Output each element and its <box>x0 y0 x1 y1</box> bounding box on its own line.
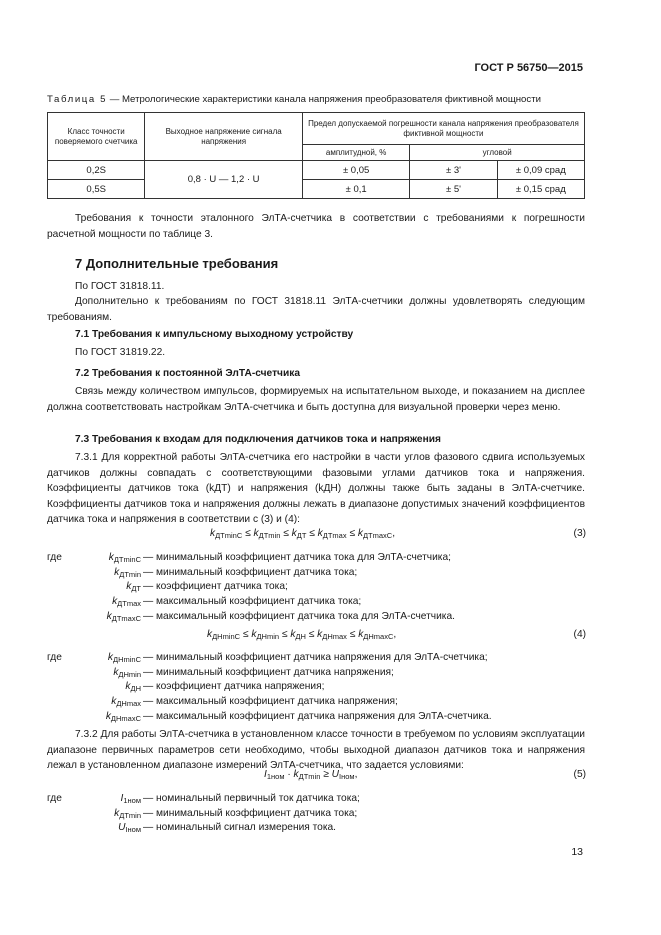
cell-angle-deg: ± 3' <box>410 161 497 180</box>
section-7-2-text: Связь между количеством импульсов, формируемых на испытательном выходе, и показанием на дисплее должна соответствовать настройкам ЭлТА-счетчика и быть доступна для визуальной проверки через меню. <box>47 386 585 413</box>
cell-voltage-range <box>145 161 303 199</box>
cell-amp: ± 0,1 <box>302 180 409 199</box>
standard-number: ГОСТ Р 56750—2015 <box>474 62 583 74</box>
table-caption-label: Таблица 5 <box>47 94 108 105</box>
voltage-range: 0,8 · U — 1,2 · U <box>187 174 260 185</box>
cell-class: 0,2S <box>48 161 145 180</box>
section-7-3-title: 7.3 Требования к входам для подключения датчиков тока и напряжения <box>75 434 441 445</box>
accuracy-paragraph: Требования к точности эталонного ЭлТА-счетчика в соответствии с требованиями к погрешности расчетной мощности по таблице 3. <box>47 213 585 240</box>
header-accuracy-class: Класс точности поверяемого счетчика <box>48 113 145 161</box>
section-7-3-2-text: 7.3.2 Для работы ЭлТА-счетчика в установленном классе точности в требуемом по условиям эксплуатации диапазоне первичных параметров сети необходимо, чтобы выходной диапазон датчиков тока и напряжения лежал в установленном диапазоне измерений ЭлТА-счетчика, что задается условиями: <box>47 729 585 772</box>
header-error-limits: Предел допускаемой погрешности канала напряжения преобразователя фиктивной мощности <box>302 113 584 145</box>
page-number: 13 <box>571 846 583 858</box>
where-label: где <box>47 793 62 804</box>
cell-angle-rad: ± 0,09 срад <box>497 161 584 180</box>
formula-3: $k_{ДТminC} \le k_{ДТmin} \le k_{ДТ} \le k_{ДТmax} \le k_{ДТmaxC}$, <box>210 528 396 540</box>
equation-number-5: (5) <box>573 769 586 780</box>
cell-amp: ± 0,05 <box>302 161 409 180</box>
table-caption-text: — Метрологические характеристики канала напряжения преобразователя фиктивной мощности <box>109 94 541 105</box>
equation-number-3: (3) <box>573 528 586 539</box>
formula-5: $I_{1ном} \cdot k_{ДТmin} \ge U_{Iном}$, <box>264 769 358 781</box>
metrology-table <box>47 112 585 199</box>
section-7-3-1-text: 7.3.1 Для корректной работы ЭлТА-счетчика его настройки в части углов фазового сдвига используемых датчиков должны совпадать с соответствующими фазовыми углами датчиков тока и напряжения. Коэффициенты датчиков тока (kДТ) и напряжения (kДН) должны также быть заданы в ЭлТА-счетчике. Коэффициенты датчиков тока и напряжения должны лежать в диапазоне допустимых значений коэффициентов датчика тока и напряжения в соответствии с (3) и (4): <box>47 452 585 526</box>
header-angle: угловой <box>410 145 585 161</box>
section-7-p2: Дополнительно к требованиям по ГОСТ 31818.11 ЭлТА-счетчики должны удовлетворять следующим требованиям. <box>47 296 585 323</box>
cell-class: 0,5S <box>48 180 145 199</box>
section-7-title: 7 Дополнительные требования <box>75 256 279 271</box>
cell-angle-rad: ± 0,15 срад <box>497 180 584 199</box>
cell-angle-deg: ± 5' <box>410 180 497 199</box>
section-7-1-title: 7.1 Требования к импульсному выходному устройству <box>75 329 354 340</box>
where-label: где <box>47 652 62 663</box>
section-7-p1: По ГОСТ 31818.11. <box>75 281 165 292</box>
section-7-1-text: По ГОСТ 31819.22. <box>75 347 166 358</box>
header-output-voltage: Выходное напряжение сигнала напряжения <box>145 113 303 161</box>
header-amplitude: амплитудной, % <box>302 145 409 161</box>
section-7-2-title: 7.2 Требования к постоянной ЭлТА-счетчика <box>75 368 301 379</box>
table-caption <box>47 94 541 105</box>
equation-number-4: (4) <box>573 629 586 640</box>
where-label: где <box>47 552 62 563</box>
formula-4: $k_{ДНminC} \le k_{ДНmin} \le k_{ДН} \le k_{ДНmax} \le k_{ДНmaxC}$, <box>207 629 397 641</box>
